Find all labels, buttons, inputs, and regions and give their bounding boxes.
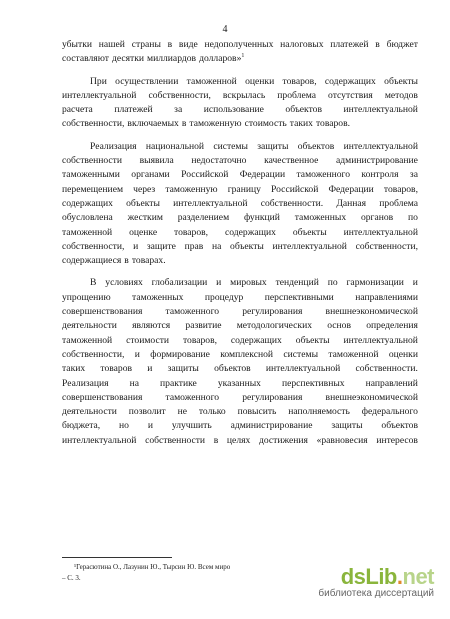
word: целях bbox=[226, 434, 251, 446]
text-line bbox=[62, 183, 418, 197]
footnote-line: – С. 3. bbox=[62, 574, 81, 582]
word: товаров, bbox=[383, 183, 418, 195]
word: интеллектуальной bbox=[62, 89, 137, 101]
text-line bbox=[62, 254, 418, 268]
word: товаров. bbox=[315, 118, 351, 130]
watermark bbox=[318, 564, 434, 599]
text-line bbox=[62, 240, 418, 254]
word: десятки bbox=[111, 53, 145, 65]
word: таможенной bbox=[328, 348, 379, 360]
watermark-subtitle: библиотека диссертаций bbox=[318, 588, 434, 599]
document-body bbox=[62, 38, 418, 448]
word: оценки bbox=[245, 75, 275, 87]
word: основ bbox=[327, 320, 351, 332]
word: налоговых bbox=[280, 39, 324, 50]
word: проблема bbox=[277, 89, 316, 101]
word: и bbox=[147, 420, 153, 432]
word: Федерации bbox=[239, 169, 286, 181]
word: практике bbox=[160, 377, 197, 389]
word: в bbox=[213, 434, 219, 446]
word: повысить bbox=[237, 406, 277, 418]
word: за bbox=[409, 169, 418, 181]
text-line bbox=[62, 377, 418, 391]
word: методов bbox=[384, 89, 418, 101]
word: и bbox=[133, 240, 139, 252]
text-line bbox=[62, 276, 418, 290]
word: органов bbox=[360, 212, 394, 224]
word: недополученных bbox=[204, 39, 274, 50]
word: являются bbox=[132, 320, 171, 332]
word: и bbox=[147, 363, 153, 375]
word: мировых bbox=[230, 277, 267, 289]
word: таможенными bbox=[62, 169, 120, 181]
word: внешнеэкономической bbox=[325, 306, 418, 318]
word: на bbox=[129, 377, 140, 389]
text-line bbox=[62, 291, 418, 305]
word: упрощению bbox=[62, 291, 111, 303]
word: товарах. bbox=[131, 255, 166, 267]
word: оценки bbox=[388, 348, 418, 360]
word: миллиардов bbox=[147, 53, 197, 65]
word: совершенствования bbox=[62, 306, 143, 318]
word: собственности. bbox=[355, 363, 418, 375]
word: страны bbox=[131, 39, 161, 50]
word: в bbox=[124, 255, 129, 267]
text-line bbox=[62, 419, 418, 433]
word: виде bbox=[178, 39, 198, 50]
word: федерального bbox=[361, 406, 418, 418]
word: объектов bbox=[381, 420, 418, 432]
word: по bbox=[327, 277, 338, 289]
word: таможенного bbox=[165, 306, 220, 318]
word: таких bbox=[62, 363, 86, 375]
word: содержащих bbox=[230, 334, 282, 346]
word: в bbox=[167, 39, 173, 50]
word: не bbox=[177, 406, 187, 418]
word: объекты bbox=[126, 197, 160, 209]
text-line bbox=[62, 211, 418, 225]
word: Реализация bbox=[62, 377, 109, 389]
word: объекты bbox=[230, 240, 264, 252]
word: содержащих bbox=[324, 75, 376, 87]
word: бюджета, bbox=[62, 420, 101, 432]
text-line bbox=[62, 197, 418, 211]
word: перспективными bbox=[264, 291, 334, 303]
word: совершенствования bbox=[62, 391, 143, 403]
word: за bbox=[174, 104, 183, 116]
word: через bbox=[133, 183, 156, 195]
word: объекты bbox=[384, 75, 418, 87]
word: таможенного bbox=[165, 391, 220, 403]
word: тенденций bbox=[275, 277, 319, 289]
word: наполняемость bbox=[288, 406, 350, 418]
word: гармонизации bbox=[346, 277, 404, 289]
word: При bbox=[90, 75, 107, 87]
word: В bbox=[90, 277, 97, 289]
word: национальной bbox=[145, 140, 205, 152]
word: Федерации bbox=[328, 183, 374, 195]
word: регулирования bbox=[242, 391, 303, 403]
word: администрирование bbox=[230, 420, 313, 432]
word: таможенную bbox=[189, 118, 242, 130]
word: интеллектуальной bbox=[62, 434, 137, 446]
word: содержащих bbox=[62, 197, 113, 209]
word: интеллектуальной bbox=[272, 240, 347, 252]
word: разделением bbox=[177, 212, 230, 224]
word: товаров bbox=[100, 363, 133, 375]
word: деятельности bbox=[62, 320, 117, 332]
word: защите bbox=[146, 240, 176, 252]
word: вскрылась bbox=[222, 89, 266, 101]
word: таможенной bbox=[62, 334, 113, 346]
word: защиты bbox=[167, 363, 199, 375]
word: таможенную bbox=[165, 183, 218, 195]
word: Реализация bbox=[90, 140, 137, 152]
text-line bbox=[62, 334, 418, 348]
word: расчета bbox=[62, 104, 93, 116]
word: системы bbox=[283, 348, 319, 360]
word: внешнеэкономической bbox=[325, 391, 418, 403]
word: таможенных bbox=[294, 212, 347, 224]
word: позволит bbox=[128, 406, 166, 418]
paragraph-gap bbox=[62, 268, 418, 276]
word: улучшить bbox=[171, 420, 212, 432]
word: системы bbox=[213, 140, 248, 152]
word: собственности, bbox=[62, 118, 125, 130]
word: объекты bbox=[292, 226, 327, 238]
text-line bbox=[62, 434, 418, 448]
footnote bbox=[62, 562, 302, 584]
text-line bbox=[62, 103, 418, 117]
word: развитие bbox=[185, 320, 222, 332]
footnote-separator bbox=[62, 557, 172, 558]
footnote-line: ¹Герасютина О., Лазунин Ю., Тырсин Ю. Всем миро bbox=[74, 563, 231, 571]
word: и bbox=[216, 277, 222, 289]
text-line bbox=[62, 89, 418, 103]
word: Российской bbox=[181, 169, 229, 181]
word: защиты bbox=[257, 140, 289, 152]
text-line bbox=[62, 75, 418, 89]
word: жестким bbox=[127, 212, 163, 224]
text-line bbox=[62, 38, 418, 52]
word: в bbox=[375, 39, 380, 50]
word: таможенного bbox=[296, 169, 351, 181]
word: составляют bbox=[62, 53, 109, 65]
word: таможенной bbox=[62, 226, 113, 238]
word: платежей bbox=[330, 39, 369, 50]
word: интеллектуальной bbox=[265, 363, 341, 375]
word: объектов bbox=[285, 104, 322, 116]
word: собственности. bbox=[260, 197, 324, 209]
text-line bbox=[62, 319, 418, 333]
text-line bbox=[62, 52, 418, 66]
word: указанных bbox=[217, 377, 261, 389]
word: формирование bbox=[150, 348, 210, 360]
word: методологических bbox=[236, 320, 313, 332]
word: интеллектуальной bbox=[343, 226, 418, 238]
word: стоимость bbox=[244, 118, 287, 130]
text-line bbox=[62, 140, 418, 154]
page-number: 4 bbox=[222, 24, 228, 35]
word: условиях bbox=[105, 277, 143, 289]
text-line bbox=[62, 226, 418, 240]
watermark-logo: dsLib.net bbox=[340, 564, 434, 589]
word: Данная bbox=[336, 197, 367, 209]
text-line bbox=[62, 305, 418, 319]
word: содержащиеся bbox=[62, 255, 122, 267]
text-line bbox=[62, 362, 418, 376]
word: качественное bbox=[264, 155, 319, 167]
word: органами bbox=[131, 169, 170, 181]
text-line bbox=[62, 117, 418, 131]
word: собственности, bbox=[62, 348, 125, 360]
word: бюджет bbox=[386, 39, 418, 50]
word: перемещением bbox=[62, 183, 124, 195]
word: таможенной bbox=[186, 75, 237, 87]
word: прав bbox=[184, 240, 204, 252]
word: функций bbox=[243, 212, 280, 224]
word: интеллектуальной bbox=[343, 140, 418, 152]
word: интересов bbox=[376, 434, 418, 446]
word: товаров, bbox=[174, 226, 209, 238]
word: администрирование bbox=[336, 155, 418, 167]
word: глобализации bbox=[151, 277, 208, 289]
word: проблема bbox=[379, 197, 418, 209]
word: на bbox=[211, 240, 222, 252]
word: интеллектуальной bbox=[173, 197, 248, 209]
paragraph-gap bbox=[62, 132, 418, 140]
word: платежей bbox=[114, 104, 153, 116]
text-line bbox=[62, 405, 418, 419]
word: Российской bbox=[271, 183, 319, 195]
word: но bbox=[119, 420, 129, 432]
paragraph-gap bbox=[62, 67, 418, 75]
word: по bbox=[407, 212, 418, 224]
word: убытки bbox=[62, 39, 92, 50]
word: товаров, bbox=[282, 75, 317, 87]
word: недостаточно bbox=[191, 155, 247, 167]
word: «равновесия bbox=[316, 434, 368, 446]
word: интеллектуальной bbox=[343, 334, 418, 346]
footnote-marker: 1 bbox=[241, 53, 245, 60]
word: и bbox=[134, 348, 140, 360]
word: комплексной bbox=[220, 348, 274, 360]
word: и bbox=[412, 277, 418, 289]
word: регулирования bbox=[242, 306, 303, 318]
word: направлениями bbox=[355, 291, 418, 303]
word: деятельности bbox=[62, 406, 117, 418]
word: содержащих bbox=[224, 226, 276, 238]
word: нашей bbox=[98, 39, 125, 50]
word: достижения bbox=[258, 434, 308, 446]
word: долларов»$^1$ bbox=[199, 53, 245, 65]
word: интеллектуальной bbox=[343, 104, 418, 116]
word: границу bbox=[227, 183, 261, 195]
word: направлений bbox=[365, 377, 418, 389]
word: защиты bbox=[331, 420, 363, 432]
text-line bbox=[62, 391, 418, 405]
word: перспективных bbox=[281, 377, 345, 389]
word: контроля bbox=[361, 169, 399, 181]
word: собственности bbox=[62, 155, 123, 167]
word: определения bbox=[366, 320, 418, 332]
word: включаемых bbox=[127, 118, 179, 130]
word: стоимости bbox=[126, 334, 170, 346]
word: товаров, bbox=[182, 334, 217, 346]
word: собственности, bbox=[355, 240, 418, 252]
word: только bbox=[198, 406, 226, 418]
text-line bbox=[62, 154, 418, 168]
word: осуществлении bbox=[115, 75, 179, 87]
word: собственности, bbox=[148, 89, 211, 101]
word: таможенных bbox=[132, 291, 184, 303]
word: обусловлена bbox=[62, 212, 113, 224]
word: объекты bbox=[295, 334, 330, 346]
word: выявила bbox=[139, 155, 174, 167]
word: использование bbox=[203, 104, 264, 116]
word: процедур bbox=[204, 291, 244, 303]
word: оценке bbox=[129, 226, 158, 238]
word: собственности, bbox=[62, 240, 125, 252]
word: объектов bbox=[214, 363, 251, 375]
word: отсутствия bbox=[328, 89, 373, 101]
word: в bbox=[181, 118, 187, 130]
text-line bbox=[62, 348, 418, 362]
word: объектов bbox=[297, 140, 335, 152]
text-line bbox=[62, 168, 418, 182]
word: собственности bbox=[145, 434, 206, 446]
word: таких bbox=[289, 118, 313, 130]
